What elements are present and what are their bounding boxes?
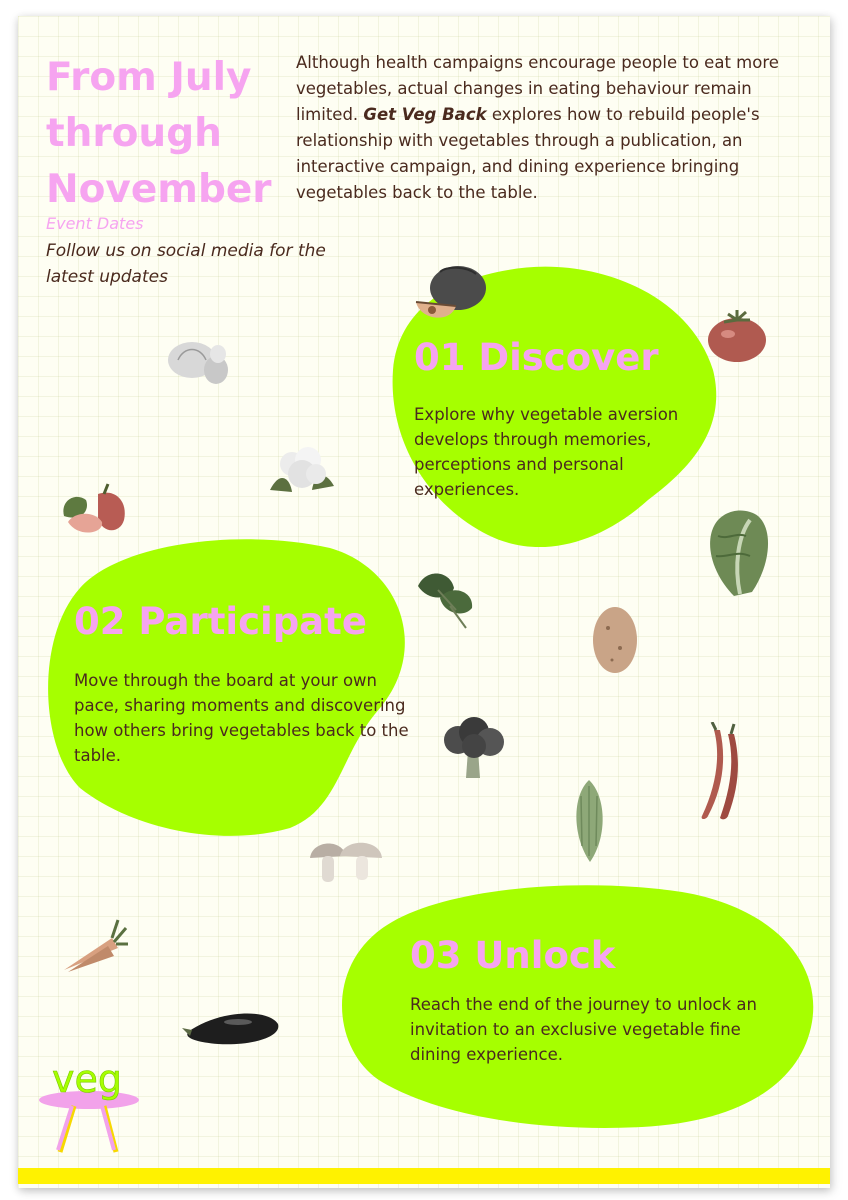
step-unlock-body: Reach the end of the journey to unlock an invitation to an exclusive vegetable fine dining experience. (410, 995, 757, 1064)
logo-text: veg (52, 1057, 122, 1101)
step-participate-body: Move through the board at your own pace, sharing moments and discovering how others bring vegetables back to the table. (74, 671, 409, 765)
broccoli-icon (438, 714, 508, 780)
step-discover-body: Explore why vegetable aversion develops through memories, perceptions and personal experiences. (414, 405, 679, 499)
bitter-gourd-icon (566, 776, 612, 864)
event-dates-title: From July through November (46, 55, 272, 212)
tomato-icon (706, 306, 768, 364)
chili-icon (694, 722, 742, 822)
intro-paragraph (296, 50, 796, 206)
step-participate-title: 02 Participate (74, 600, 367, 643)
veg-logo (34, 1056, 154, 1156)
cauliflower-icon (266, 440, 338, 500)
step-unlock-title: 03 Unlock (410, 934, 616, 977)
eggplant-icon (178, 1006, 284, 1050)
mushroom-icon (306, 834, 386, 890)
brand-name: Get Veg Back (363, 105, 487, 124)
bell-pepper-icon (58, 482, 130, 540)
pumpkin-icon (410, 262, 490, 326)
step-discover-title: 01 Discover (414, 336, 659, 379)
footer-bar (18, 1168, 830, 1184)
event-dates-label: Event Dates (46, 214, 144, 233)
intro-text-start: Although health campaigns encourage people to eat more vegetables, actual changes in eating behaviour remain limited. (296, 53, 779, 124)
lettuce-icon (704, 506, 774, 598)
spinach-icon (410, 564, 480, 630)
poster (18, 16, 830, 1188)
carrot-icon (58, 916, 128, 976)
potato-icon (590, 604, 640, 676)
garlic-icon (164, 334, 234, 388)
follow-text: Follow us on social media for the latest updates (46, 241, 326, 287)
intro-text-end: explores how to rebuild people's relationship with vegetables through a publication, an interactive campaign, and dining experience bringing vegetables back to the table. (296, 105, 760, 202)
